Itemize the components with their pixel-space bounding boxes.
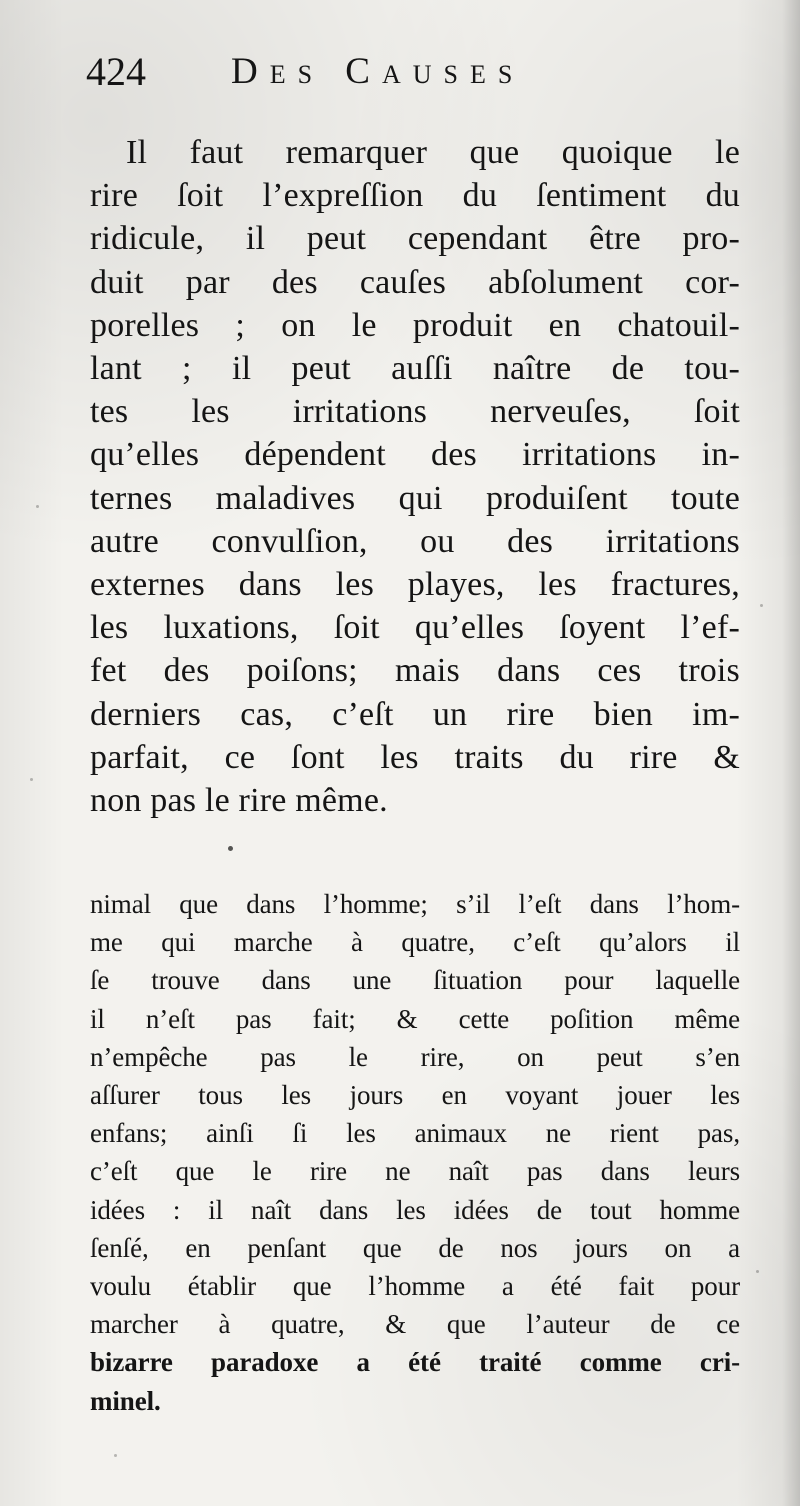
paper-speck — [756, 1270, 759, 1273]
text-line: minel. — [90, 1385, 161, 1416]
text-line: bizarre paradoxe a été traité comme cri- — [90, 1347, 740, 1378]
text-line: fet des poiſons; mais dans ces trois — [90, 652, 740, 690]
text-line: lant ; il peut auſſi naître de tou- — [90, 350, 740, 388]
text-line: n’empêche pas le rire, on peut s’en — [90, 1041, 740, 1072]
text-line: derniers cas, c’eſt un rire bien im- — [90, 695, 740, 733]
text-line: externes dans les playes, les fractures, — [90, 566, 740, 604]
text-line: voulu établir que l’homme a été fait pour — [90, 1271, 740, 1302]
text-line: non pas le rire même. — [90, 782, 388, 820]
text-line: Il faut remarquer que quoique le — [126, 134, 740, 171]
text-line: c’eſt que le rire ne naît pas dans leurs — [90, 1156, 740, 1187]
text-line: qu’elles dépendent des irritations in- — [90, 436, 740, 474]
paper-speck — [114, 1454, 117, 1457]
text-line: marcher à quatre, & que l’auteur de ce — [90, 1309, 740, 1340]
text-line: aſſurer tous les jours en voyant jouer les — [90, 1080, 740, 1111]
ink-dot — [228, 846, 233, 851]
text-line: enfans; ainſi ſi les animaux ne rient pas, — [90, 1118, 740, 1149]
text-line: tes les irritations nerveuſes, ſoit — [90, 393, 740, 431]
paper-speck — [36, 505, 39, 508]
text-line: parfait, ce ſont les traits du rire & — [90, 738, 740, 776]
text-line: ternes maladives qui produiſent toute — [90, 479, 740, 517]
text-line: ridicule, il peut cependant être pro- — [90, 220, 740, 258]
paper-speck — [30, 778, 33, 781]
text-line: me qui marche à quatre, c’eſt qu’alors il — [90, 927, 740, 958]
second-paragraph — [90, 885, 740, 1420]
running-title: Des Causes — [231, 51, 525, 92]
paper-speck — [760, 604, 763, 607]
text-line: duit par des cauſes abſolument cor- — [90, 263, 740, 301]
page-edge-shadow — [782, 0, 800, 1506]
text-line: il n’eſt pas fait; & cette poſition même — [90, 1003, 740, 1034]
page-number: 424 — [86, 49, 146, 94]
text-line: rire ſoit l’expreſſion du ſentiment du — [90, 177, 740, 215]
text-line: autre convulſion, ou des irritations — [90, 522, 740, 560]
text-line: ſenſé, en penſant que de nos jours on a — [90, 1232, 740, 1263]
text-line: idées : il naît dans les idées de tout homme — [90, 1194, 740, 1225]
text-line: nimal que dans l’homme; s’il l’eſt dans l’hom- — [90, 889, 740, 919]
first-paragraph — [90, 131, 740, 822]
text-line: ſe trouve dans une ſituation pour laquelle — [90, 965, 740, 996]
text-line: les luxations, ſoit qu’elles ſoyent l’ef- — [90, 609, 740, 647]
running-header — [86, 48, 646, 100]
text-line: porelles ; on le produit en chatouil- — [90, 306, 740, 344]
